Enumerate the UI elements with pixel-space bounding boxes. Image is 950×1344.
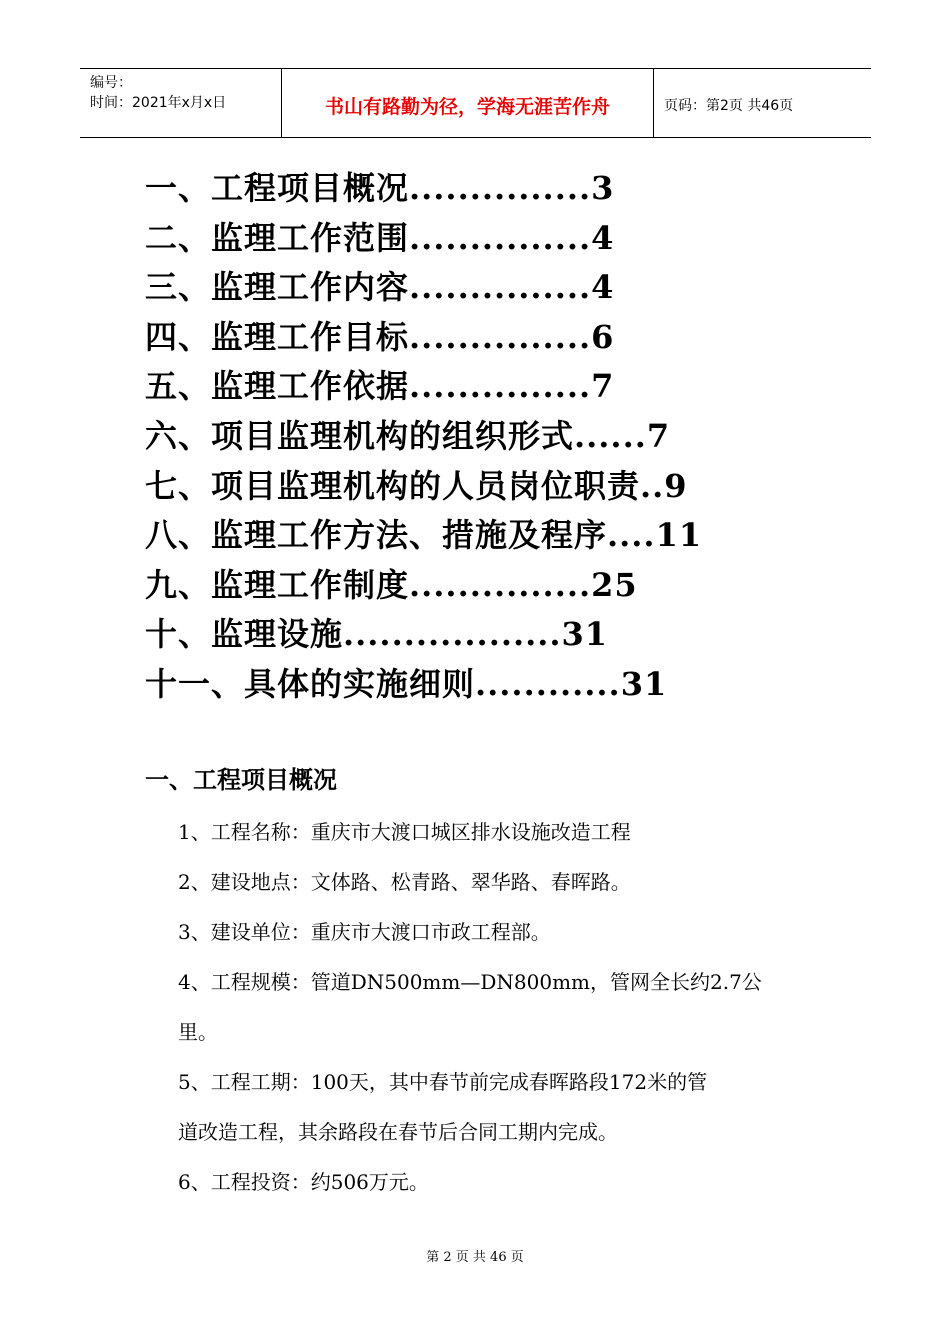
body-line: 6、工程投资：约506万元。 [178, 1170, 429, 1194]
toc-item: 十一、具体的实施细则............31 [145, 664, 668, 703]
body-line: 3、建设单位：重庆市大渡口市政工程部。 [178, 920, 551, 944]
page-header [80, 68, 871, 138]
time-label: 时间：2021年x月x日 [90, 95, 227, 111]
body-line: 4、工程规模：管道DN500mm—DN800mm，管网全长约2.7公 [178, 970, 762, 994]
page-footer: 第 2 页 共 46 页 [426, 1250, 524, 1265]
toc-item: 六、项目监理机构的组织形式......7 [145, 416, 671, 455]
header-left-cell [80, 69, 282, 137]
toc-item: 八、监理工作方法、措施及程序....11 [145, 516, 703, 555]
toc-item: 四、监理工作目标...............6 [145, 317, 615, 356]
toc-item: 二、监理工作范围...............4 [145, 218, 615, 257]
section-title: 一、工程项目概况 [145, 765, 337, 794]
header-motto: 书山有路勤为径，学海无涯苦作舟 [282, 69, 654, 137]
number-label: 编号： [90, 75, 132, 91]
toc-item: 十、监理设施..................31 [145, 615, 609, 654]
toc-item: 五、监理工作依据...............7 [145, 367, 615, 406]
body-line: 2、建设地点：文体路、松青路、翠华路、春晖路。 [178, 870, 631, 894]
body-line: 1、工程名称：重庆市大渡口城区排水设施改造工程 [178, 820, 631, 844]
body-line: 5、工程工期：100天，其中春节前完成春晖路段172米的管 [178, 1070, 708, 1094]
header-page-info: 页码：第2页 共46页 [664, 98, 794, 114]
toc-item: 三、监理工作内容...............4 [145, 268, 615, 307]
body-line: 里。 [178, 1020, 218, 1044]
toc-item: 九、监理工作制度...............25 [145, 565, 638, 604]
toc-item: 七、项目监理机构的人员岗位职责..9 [145, 466, 688, 505]
table-of-contents [145, 164, 845, 710]
toc-item: 一、工程项目概况...............3 [145, 169, 615, 207]
section-body [178, 812, 818, 1212]
body-line: 道改造工程，其余路段在春节后合同工期内完成。 [178, 1120, 618, 1144]
